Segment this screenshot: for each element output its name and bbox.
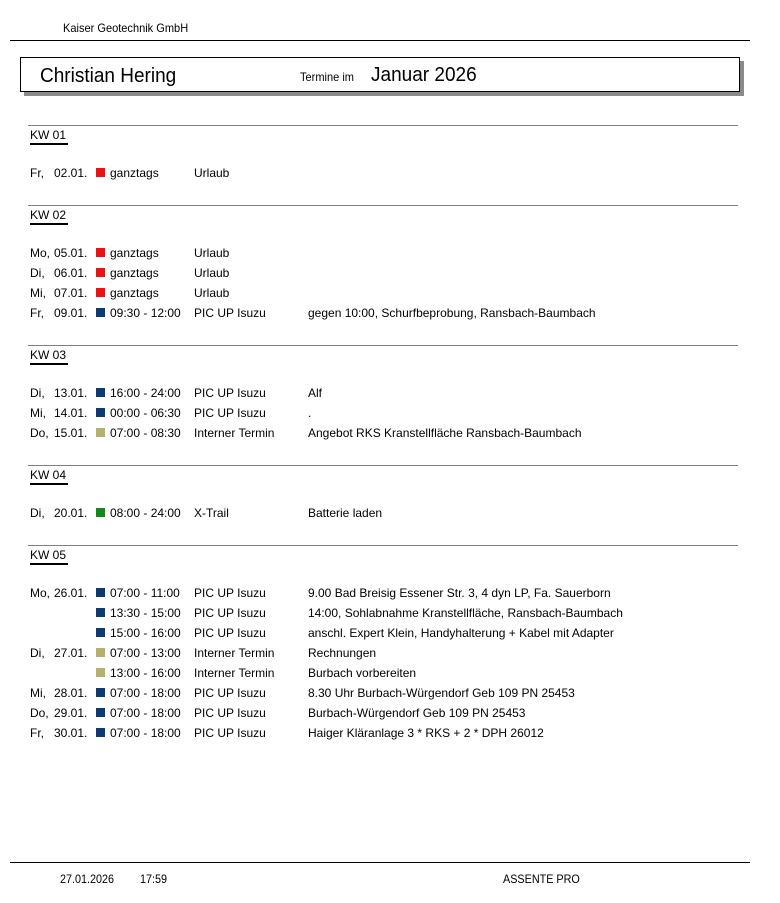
description: 14:00, Sohlabnahme Kranstellfläche, Ransbach-Baumbach: [308, 606, 623, 620]
date: 26.01.: [54, 586, 88, 600]
description: Rechnungen: [308, 646, 377, 660]
weekday: Mo,: [30, 586, 51, 600]
description: Burbach-Würgendorf Geb 109 PN 25453: [308, 706, 526, 720]
week-label: KW 04: [30, 468, 68, 485]
category-color-square-icon: [96, 648, 105, 657]
time-range: 09:30 - 12:00: [110, 306, 181, 320]
weekday: Fr,: [30, 306, 44, 320]
week-divider: [28, 465, 738, 466]
resource: PIC UP Isuzu: [194, 406, 266, 420]
date: 29.01.: [54, 706, 88, 720]
category-color-square-icon: [96, 508, 105, 517]
resource: PIC UP Isuzu: [194, 706, 266, 720]
week-label: KW 02: [30, 208, 68, 225]
date: 15.01.: [54, 426, 88, 440]
company-name: Kaiser Geotechnik GmbH: [63, 21, 189, 35]
description: 9.00 Bad Breisig Essener Str. 3, 4 dyn LP, Fa. Sauerborn: [308, 586, 611, 600]
week-label: KW 01: [30, 128, 68, 145]
month-title: Januar 2026: [371, 64, 477, 86]
category-color-square-icon: [96, 408, 105, 417]
date: 14.01.: [54, 406, 88, 420]
resource: PIC UP Isuzu: [194, 606, 266, 620]
weekday: Mi,: [30, 406, 46, 420]
weekday: Mo,: [30, 246, 51, 260]
resource: Urlaub: [194, 286, 230, 300]
termine-label: Termine im: [300, 70, 354, 84]
print-date: 27.01.2026: [60, 872, 115, 886]
time-range: 07:00 - 13:00: [110, 646, 181, 660]
product-name: ASSENTE PRO: [503, 872, 580, 886]
weekday: Do,: [30, 426, 49, 440]
category-color-square-icon: [96, 708, 105, 717]
header-divider: [10, 40, 750, 41]
week-divider: [28, 125, 738, 126]
category-color-square-icon: [96, 628, 105, 637]
resource: PIC UP Isuzu: [194, 586, 266, 600]
week-label: KW 05: [30, 548, 68, 565]
date: 28.01.: [54, 686, 88, 700]
date: 06.01.: [54, 266, 88, 280]
date: 05.01.: [54, 246, 88, 260]
time-range: 07:00 - 08:30: [110, 426, 181, 440]
week-divider: [28, 545, 738, 546]
category-color-square-icon: [96, 688, 105, 697]
weekday: Fr,: [30, 726, 44, 740]
date: 02.01.: [54, 166, 88, 180]
weekday: Mi,: [30, 286, 46, 300]
category-color-square-icon: [96, 308, 105, 317]
week-label: KW 03: [30, 348, 68, 365]
resource: Interner Termin: [194, 646, 275, 660]
time-range: 13:00 - 16:00: [110, 666, 181, 680]
category-color-square-icon: [96, 288, 105, 297]
category-color-square-icon: [96, 728, 105, 737]
date: 13.01.: [54, 386, 88, 400]
person-name: Christian Hering: [40, 65, 177, 87]
description: anschl. Expert Klein, Handyhalterung + Kabel mit Adapter: [308, 626, 614, 640]
category-color-square-icon: [96, 668, 105, 677]
title-box: [20, 57, 740, 92]
time-range: 07:00 - 11:00: [110, 586, 180, 600]
weekday: Mi,: [30, 686, 46, 700]
resource: PIC UP Isuzu: [194, 726, 266, 740]
date: 07.01.: [54, 286, 88, 300]
category-color-square-icon: [96, 588, 105, 597]
resource: Urlaub: [194, 266, 230, 280]
weekday: Fr,: [30, 166, 44, 180]
resource: X-Trail: [194, 506, 229, 520]
resource: Urlaub: [194, 246, 230, 260]
weekday: Di,: [30, 506, 45, 520]
date: 27.01.: [54, 646, 88, 660]
time-range: ganztags: [110, 286, 159, 300]
category-color-square-icon: [96, 608, 105, 617]
date: 09.01.: [54, 306, 88, 320]
resource: Interner Termin: [194, 666, 275, 680]
time-range: 08:00 - 24:00: [110, 506, 181, 520]
weekday: Di,: [30, 646, 45, 660]
category-color-square-icon: [96, 168, 105, 177]
time-range: 07:00 - 18:00: [110, 726, 181, 740]
time-range: ganztags: [110, 266, 159, 280]
category-color-square-icon: [96, 268, 105, 277]
category-color-square-icon: [96, 388, 105, 397]
time-range: ganztags: [110, 166, 159, 180]
resource: PIC UP Isuzu: [194, 386, 266, 400]
resource: PIC UP Isuzu: [194, 306, 266, 320]
description: gegen 10:00, Schurfbeprobung, Ransbach-Baumbach: [308, 306, 596, 320]
week-divider: [28, 345, 738, 346]
time-range: 16:00 - 24:00: [110, 386, 181, 400]
time-range: 13:30 - 15:00: [110, 606, 181, 620]
resource: Urlaub: [194, 166, 230, 180]
time-range: 00:00 - 06:30: [110, 406, 181, 420]
time-range: ganztags: [110, 246, 159, 260]
time-range: 07:00 - 18:00: [110, 686, 181, 700]
resource: Interner Termin: [194, 426, 275, 440]
time-range: 15:00 - 16:00: [110, 626, 181, 640]
week-divider: [28, 205, 738, 206]
description: Haiger Kläranlage 3 * RKS + 2 * DPH 26012: [308, 726, 544, 740]
weekday: Di,: [30, 266, 45, 280]
resource: PIC UP Isuzu: [194, 626, 266, 640]
description: .: [308, 406, 312, 420]
weekday: Do,: [30, 706, 49, 720]
description: Burbach vorbereiten: [308, 666, 417, 680]
description: Angebot RKS Kranstellfläche Ransbach-Baumbach: [308, 426, 582, 440]
weekday: Di,: [30, 386, 45, 400]
resource: PIC UP Isuzu: [194, 686, 266, 700]
description: Alf: [308, 386, 323, 400]
date: 30.01.: [54, 726, 88, 740]
description: Batterie laden: [308, 506, 383, 520]
category-color-square-icon: [96, 248, 105, 257]
print-time: 17:59: [140, 872, 168, 886]
category-color-square-icon: [96, 428, 105, 437]
footer-divider: [10, 862, 750, 863]
time-range: 07:00 - 18:00: [110, 706, 181, 720]
description: 8.30 Uhr Burbach-Würgendorf Geb 109 PN 25453: [308, 686, 575, 700]
date: 20.01.: [54, 506, 88, 520]
